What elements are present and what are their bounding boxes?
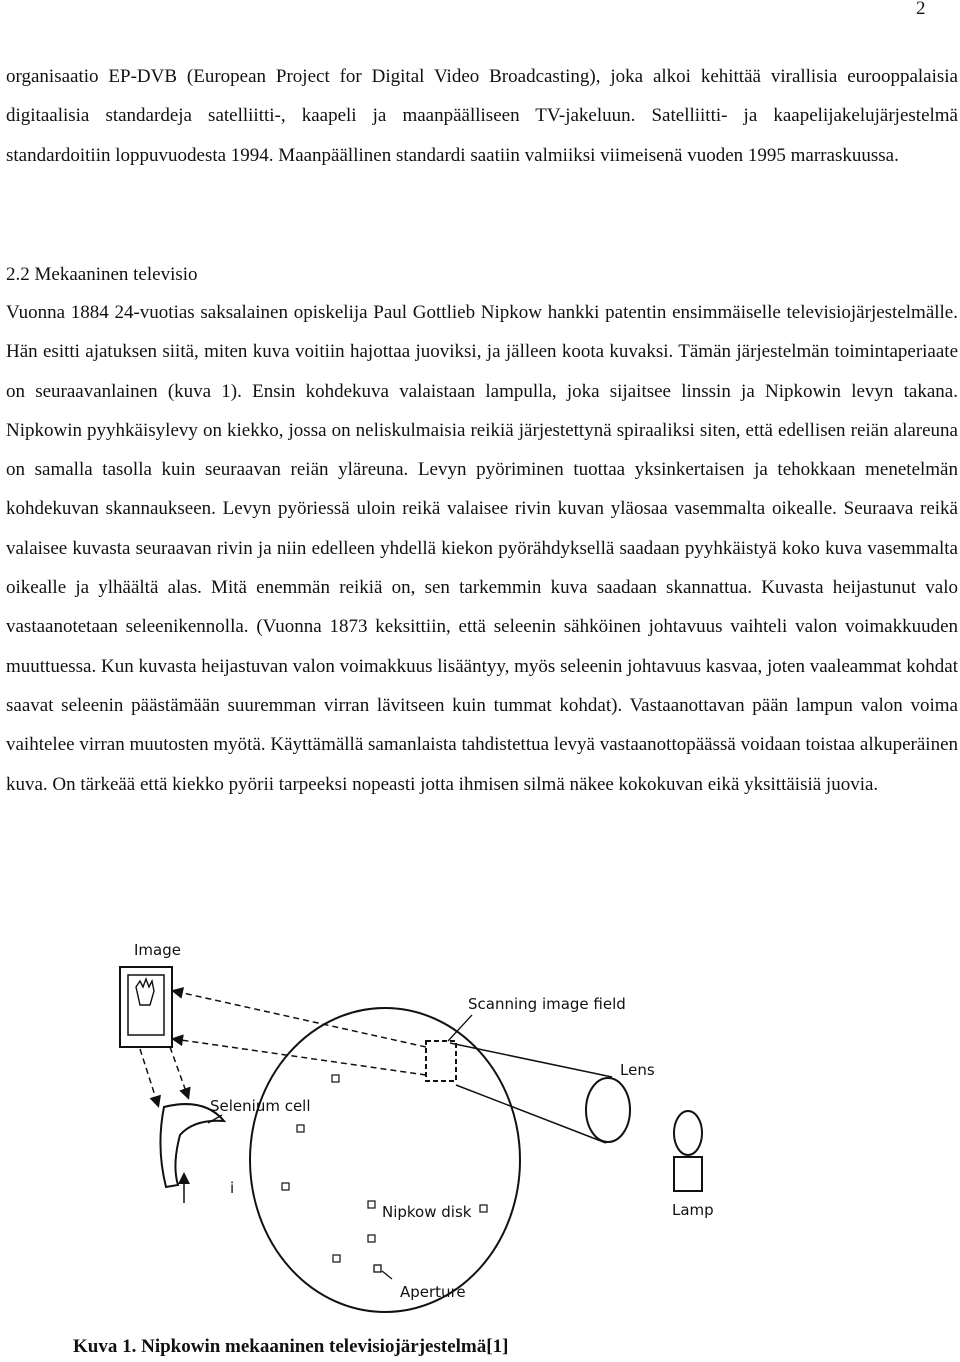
label-lamp: Lamp [672, 1201, 714, 1219]
nipkow-figure [100, 935, 740, 1315]
selenium-cell [160, 1104, 224, 1187]
figure-caption: Kuva 1. Nipkowin mekaaninen televisiojärjestelmä[1] [73, 1336, 509, 1357]
label-scanning-field: Scanning image field [468, 995, 626, 1013]
label-current: i [230, 1179, 235, 1197]
lens [586, 1078, 630, 1142]
nipkow-disk [250, 1008, 520, 1312]
hand-icon [136, 979, 154, 1005]
scanning-image-field [426, 1041, 456, 1081]
page-number: 2 [916, 0, 926, 19]
label-nipkow-disk: Nipkow disk [382, 1203, 472, 1221]
lamp-base [674, 1157, 702, 1191]
label-lens: Lens [620, 1061, 655, 1079]
disk-holes [282, 1075, 487, 1262]
aperture [374, 1265, 381, 1272]
label-selenium-cell: Selenium cell [210, 1097, 311, 1115]
nipkow-diagram [100, 935, 740, 1315]
image-frame [120, 967, 172, 1047]
label-image: Image [134, 941, 181, 959]
paragraph-1: organisaatio EP-DVB (European Project for Digital Video Broadcasting), joka alkoi kehittää virallisia eurooppalaisia digitaalisia standardeja satelliitti-, kaapeli ja maanpäälliseen TV-jakeluun. Satelliitti- ja kaapelijakelujärjestelmä standardoitiin loppuvuodesta 1994. Maanpäällinen standardi saatiin valmiiksi viimeisenä vuoden 1995 marraskuussa. [6, 66, 958, 166]
lamp-bulb [674, 1111, 702, 1155]
paragraph-2: Vuonna 1884 24-vuotias saksalainen opiskelija Paul Gottlieb Nipkow hankki patentin ensimmäiselle televisiojärjestelmälle. Hän esitti ajatuksen siitä, miten kuva voitiin hajottaa juoviksi, ja jälleen koota kuvaksi. Tämän järjestelmän toimintaperiaate on seuraavanlainen (kuva 1). Ensin kohdekuva valaistaan lampulla, joka sijaitsee linssin ja Nipkowin levyn takana. Nipkowin pyyhkäisylevy on kiekko, jossa on neliskulmaisia reikiä järjestettynä spiraaliksi siten, että edellisen reiän alareuna on samalla tasolla kuin seuraavan reiän yläreuna. Levyn pyöriminen tuottaa yksinkertaisen ja tehokkaan menetelmän kohdekuvan skannaukseen. Levyn pyöriessä uloin reikä valaisee rivin kuvan yläosaa vasemmalta oikealle. Seuraava reikä valaisee kuvasta seuraavan rivin ja niin edelleen yhdellä kiekon pyörähdyksellä saadaan pyyhkäistyä koko kuva vasemmalta oikealle ja ylhäältä alas. Mitä enemmän reikiä on, sen tarkemmin kuva saadaan skannattua. Kuvasta heijastunut valo vastaanotetaan seleenikennolla. (Vuonna 1873 keksittiin, että seleenin sähköinen johtavuus vaihteli valon voimakkuuden muuttuessa. Kun kuvasta heijastuvan valon voimakkuus lisääntyy, myös seleenin johtavuus kasvaa, joten vaaleammat kohdat saavat seleenin päästämään suuremman virran lävitseen kuin tummat kohdat). Vastaanottavan pään lampun valon voima vaihtelee virran muutosten myötä. Käyttämällä samanlaista tahdistettua levyä vastaanottopäässä voidaan toistaa alkuperäinen kuva. On tärkeää että kiekko pyörii tarpeeksi nopeasti jotta ihmisen silmä näkee kokokuvan eikä yksittäisiä juovia. [6, 302, 958, 795]
label-aperture: Aperture [400, 1283, 466, 1301]
section-heading: 2.2 Mekaaninen televisio [6, 264, 198, 285]
